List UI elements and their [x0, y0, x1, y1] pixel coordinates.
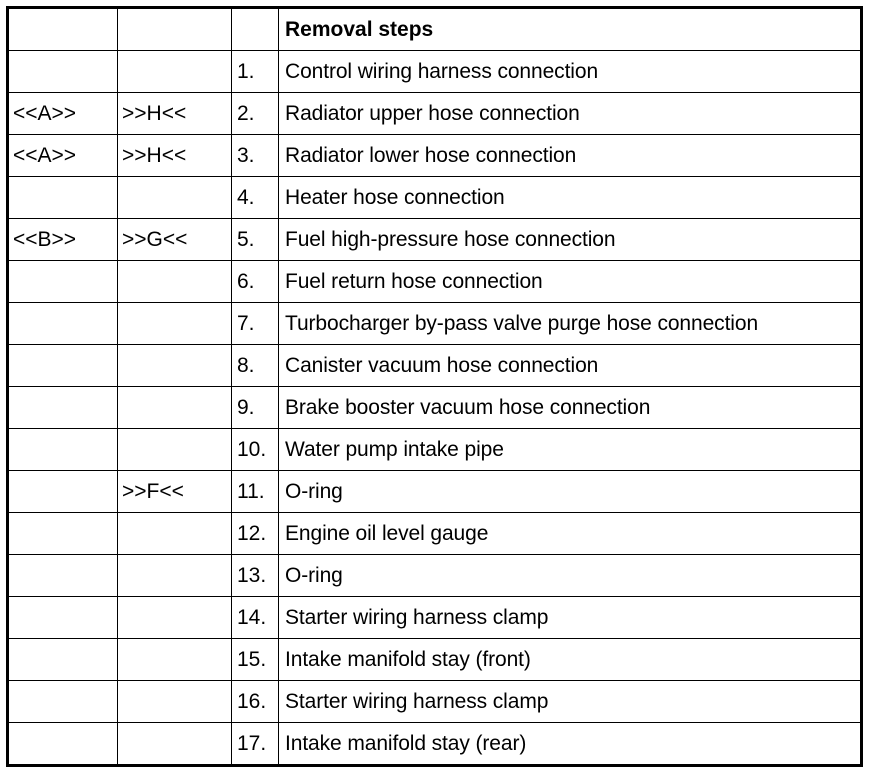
step-description-cell: Canister vacuum hose connection: [279, 345, 862, 387]
table-row: [8, 219, 862, 261]
table-row: [8, 93, 862, 135]
header-blank-cell: [232, 8, 279, 51]
step-number-cell: 11.: [232, 471, 279, 513]
step-number-cell: 17.: [232, 723, 279, 766]
installation-service-point-cell: [118, 681, 232, 723]
step-description-cell: Starter wiring harness clamp: [279, 597, 862, 639]
step-description-cell: Water pump intake pipe: [279, 429, 862, 471]
removal-service-point-cell: [8, 261, 118, 303]
step-number-cell: 14.: [232, 597, 279, 639]
table-row: [8, 345, 862, 387]
installation-service-point-cell: [118, 387, 232, 429]
removal-service-point-cell: [8, 513, 118, 555]
step-number-cell: 6.: [232, 261, 279, 303]
step-description-cell: Radiator lower hose connection: [279, 135, 862, 177]
removal-service-point-cell: [8, 303, 118, 345]
table-header-row: [8, 8, 862, 51]
step-number-cell: 8.: [232, 345, 279, 387]
step-number-cell: 10.: [232, 429, 279, 471]
installation-service-point-cell: >>G<<: [118, 219, 232, 261]
table-row: [8, 387, 862, 429]
step-number-cell: 1.: [232, 51, 279, 93]
table-row: [8, 303, 862, 345]
installation-service-point-cell: >>H<<: [118, 135, 232, 177]
header-blank-cell: [118, 8, 232, 51]
step-description-cell: Engine oil level gauge: [279, 513, 862, 555]
table-row: [8, 471, 862, 513]
installation-service-point-cell: [118, 639, 232, 681]
table-row: [8, 51, 862, 93]
step-number-cell: 13.: [232, 555, 279, 597]
installation-service-point-cell: >>F<<: [118, 471, 232, 513]
table-row: [8, 597, 862, 639]
removal-service-point-cell: [8, 429, 118, 471]
removal-service-point-cell: <<B>>: [8, 219, 118, 261]
step-description-cell: Intake manifold stay (rear): [279, 723, 862, 766]
removal-service-point-cell: [8, 177, 118, 219]
step-number-cell: 2.: [232, 93, 279, 135]
step-description-cell: Control wiring harness connection: [279, 51, 862, 93]
table-title: Removal steps: [279, 8, 862, 51]
step-description-cell: Fuel high-pressure hose connection: [279, 219, 862, 261]
installation-service-point-cell: [118, 429, 232, 471]
installation-service-point-cell: >>H<<: [118, 93, 232, 135]
step-description-cell: Heater hose connection: [279, 177, 862, 219]
step-number-cell: 16.: [232, 681, 279, 723]
step-description-cell: Intake manifold stay (front): [279, 639, 862, 681]
step-number-cell: 9.: [232, 387, 279, 429]
installation-service-point-cell: [118, 345, 232, 387]
removal-service-point-cell: [8, 639, 118, 681]
step-description-cell: Brake booster vacuum hose connection: [279, 387, 862, 429]
installation-service-point-cell: [118, 513, 232, 555]
step-number-cell: 15.: [232, 639, 279, 681]
removal-service-point-cell: <<A>>: [8, 93, 118, 135]
installation-service-point-cell: [118, 177, 232, 219]
removal-service-point-cell: <<A>>: [8, 135, 118, 177]
table-row: [8, 681, 862, 723]
installation-service-point-cell: [118, 51, 232, 93]
step-description-cell: Radiator upper hose connection: [279, 93, 862, 135]
removal-service-point-cell: [8, 723, 118, 766]
removal-service-point-cell: [8, 51, 118, 93]
removal-steps-table: [6, 6, 863, 767]
step-number-cell: 7.: [232, 303, 279, 345]
removal-service-point-cell: [8, 597, 118, 639]
table-row: [8, 261, 862, 303]
table-row: [8, 429, 862, 471]
installation-service-point-cell: [118, 555, 232, 597]
step-number-cell: 3.: [232, 135, 279, 177]
table-row: [8, 639, 862, 681]
removal-service-point-cell: [8, 345, 118, 387]
step-number-cell: 12.: [232, 513, 279, 555]
step-description-cell: Turbocharger by-pass valve purge hose connection: [279, 303, 862, 345]
installation-service-point-cell: [118, 597, 232, 639]
removal-service-point-cell: [8, 555, 118, 597]
removal-service-point-cell: [8, 471, 118, 513]
step-description-cell: O-ring: [279, 555, 862, 597]
installation-service-point-cell: [118, 723, 232, 766]
table-row: [8, 723, 862, 766]
step-description-cell: O-ring: [279, 471, 862, 513]
step-description-cell: Starter wiring harness clamp: [279, 681, 862, 723]
removal-service-point-cell: [8, 681, 118, 723]
step-number-cell: 5.: [232, 219, 279, 261]
header-blank-cell: [8, 8, 118, 51]
table-body: [8, 51, 862, 766]
table-row: [8, 513, 862, 555]
installation-service-point-cell: [118, 303, 232, 345]
table-row: [8, 177, 862, 219]
step-description-cell: Fuel return hose connection: [279, 261, 862, 303]
step-number-cell: 4.: [232, 177, 279, 219]
table-row: [8, 135, 862, 177]
table-row: [8, 555, 862, 597]
removal-service-point-cell: [8, 387, 118, 429]
installation-service-point-cell: [118, 261, 232, 303]
